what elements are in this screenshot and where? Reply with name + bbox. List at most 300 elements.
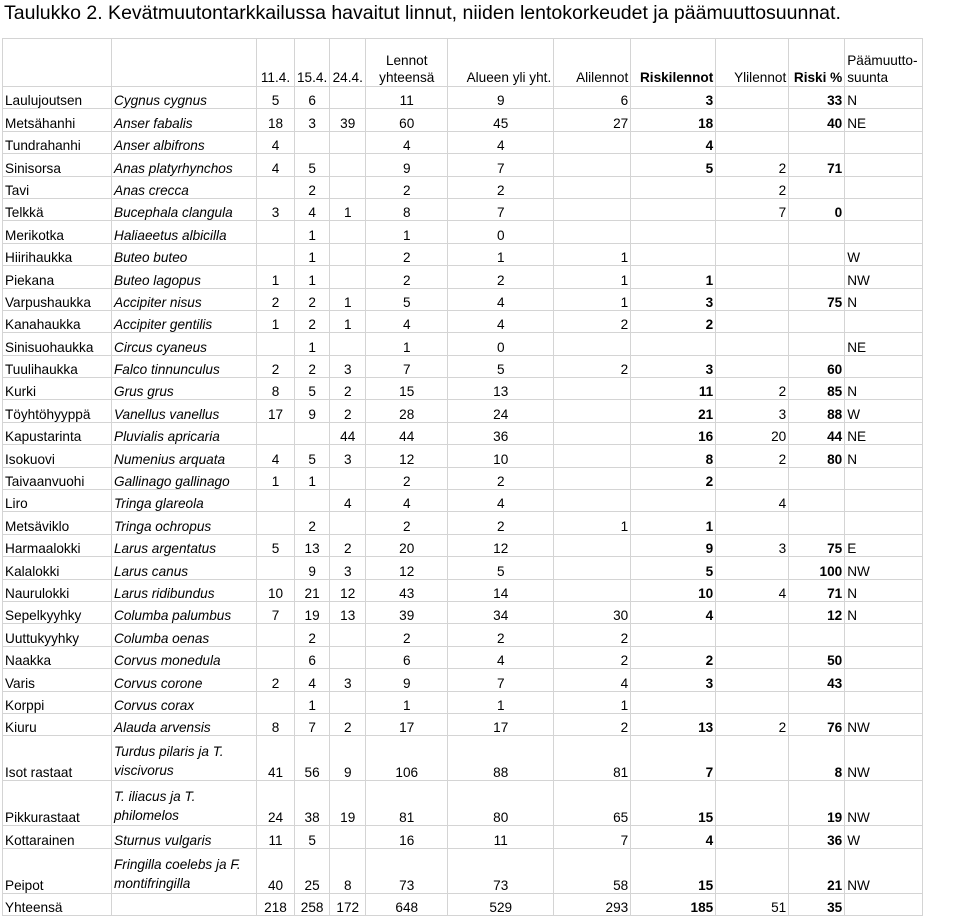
cell-over-area: 17	[448, 713, 554, 735]
cell-common-name: Naurulokki	[3, 579, 112, 601]
cell-low-flights: 65	[554, 781, 631, 826]
cell-flights-total: 16	[366, 826, 448, 848]
cell-flights-total: 4	[366, 310, 448, 332]
cell-low-flights	[554, 131, 631, 153]
cell-date-2: 7	[295, 713, 330, 735]
cell-date-3: 2	[330, 713, 366, 735]
cell-scientific-name: Pluvialis apricaria	[112, 422, 257, 444]
cell-over-area: 24	[448, 400, 554, 422]
cell-date-1: 11	[257, 826, 295, 848]
cell-high-flights	[716, 826, 789, 848]
cell-scientific-name: Cygnus cygnus	[112, 87, 257, 109]
cell-date-3	[330, 176, 366, 198]
cell-flights-total: 9	[366, 669, 448, 691]
cell-risk-percent	[789, 691, 845, 713]
table-row	[3, 490, 923, 512]
cell-risk-percent	[789, 310, 845, 332]
cell-date-1: 4	[257, 131, 295, 153]
cell-date-1: 1	[257, 266, 295, 288]
cell-date-2: 2	[295, 176, 330, 198]
cell-over-area: 14	[448, 579, 554, 601]
cell-risk-flights: 21	[631, 400, 716, 422]
cell-main-direction: N	[845, 378, 923, 400]
table-row	[3, 176, 923, 198]
cell-date-1: 8	[257, 713, 295, 735]
cell-date-2: 258	[295, 893, 330, 915]
cell-risk-flights: 10	[631, 579, 716, 601]
cell-risk-flights: 2	[631, 467, 716, 489]
cell-common-name: Varis	[3, 669, 112, 691]
table-row	[3, 87, 923, 109]
header-high-flights: Ylilennot	[716, 39, 789, 87]
cell-main-direction	[845, 624, 923, 646]
cell-flights-total: 5	[366, 288, 448, 310]
cell-low-flights	[554, 422, 631, 444]
table-row	[3, 445, 923, 467]
cell-common-name: Kottarainen	[3, 826, 112, 848]
cell-date-1: 4	[257, 154, 295, 176]
cell-high-flights: 3	[716, 400, 789, 422]
cell-scientific-name: Turdus pilaris ja T. viscivorus	[112, 736, 257, 781]
cell-date-1: 17	[257, 400, 295, 422]
cell-flights-total: 4	[366, 131, 448, 153]
cell-main-direction: N	[845, 601, 923, 623]
cell-main-direction: NW	[845, 848, 923, 893]
cell-high-flights	[716, 266, 789, 288]
cell-flights-total: 12	[366, 445, 448, 467]
cell-high-flights	[716, 669, 789, 691]
cell-common-name: Sepelkyyhky	[3, 601, 112, 623]
cell-risk-percent: 80	[789, 445, 845, 467]
cell-date-1	[257, 624, 295, 646]
cell-common-name: Metsäviklo	[3, 512, 112, 534]
cell-date-2: 3	[295, 109, 330, 131]
cell-date-2	[295, 490, 330, 512]
cell-low-flights	[554, 176, 631, 198]
cell-date-2: 2	[295, 310, 330, 332]
cell-over-area: 13	[448, 378, 554, 400]
cell-date-2: 9	[295, 557, 330, 579]
cell-flights-total: 1	[366, 221, 448, 243]
cell-low-flights	[554, 490, 631, 512]
header-low-flights: Alilennot	[554, 39, 631, 87]
cell-main-direction: N	[845, 445, 923, 467]
cell-date-1: 218	[257, 893, 295, 915]
cell-common-name: Sinisuohaukka	[3, 333, 112, 355]
cell-risk-flights: 4	[631, 826, 716, 848]
cell-over-area: 4	[448, 310, 554, 332]
cell-main-direction: N	[845, 87, 923, 109]
table-row	[3, 266, 923, 288]
cell-date-2: 1	[295, 266, 330, 288]
cell-low-flights	[554, 221, 631, 243]
cell-risk-percent: 8	[789, 736, 845, 781]
cell-common-name: Korppi	[3, 691, 112, 713]
cell-risk-percent: 88	[789, 400, 845, 422]
cell-date-3	[330, 333, 366, 355]
cell-low-flights: 2	[554, 646, 631, 668]
cell-common-name: Yhteensä	[3, 893, 112, 915]
cell-date-3: 9	[330, 736, 366, 781]
cell-scientific-name: Buteo lagopus	[112, 266, 257, 288]
cell-high-flights: 2	[716, 378, 789, 400]
cell-risk-flights	[631, 624, 716, 646]
cell-flights-total: 12	[366, 557, 448, 579]
cell-date-2	[295, 422, 330, 444]
cell-date-2: 1	[295, 243, 330, 265]
cell-main-direction: W	[845, 826, 923, 848]
cell-flights-total: 20	[366, 534, 448, 556]
cell-low-flights: 1	[554, 512, 631, 534]
cell-date-1	[257, 221, 295, 243]
cell-scientific-name: Tringa ochropus	[112, 512, 257, 534]
cell-date-3: 2	[330, 400, 366, 422]
cell-risk-flights: 4	[631, 601, 716, 623]
cell-scientific-name: Tringa glareola	[112, 490, 257, 512]
cell-high-flights	[716, 467, 789, 489]
table-row	[3, 826, 923, 848]
cell-risk-flights: 7	[631, 736, 716, 781]
cell-high-flights	[716, 310, 789, 332]
cell-flights-total: 1	[366, 333, 448, 355]
cell-date-1: 5	[257, 534, 295, 556]
table-row	[3, 601, 923, 623]
table-row	[3, 333, 923, 355]
cell-risk-percent: 40	[789, 109, 845, 131]
cell-risk-flights: 185	[631, 893, 716, 915]
cell-date-1	[257, 691, 295, 713]
cell-main-direction	[845, 131, 923, 153]
cell-flights-total: 2	[366, 624, 448, 646]
cell-date-1: 1	[257, 467, 295, 489]
cell-risk-flights: 3	[631, 669, 716, 691]
cell-low-flights: 1	[554, 288, 631, 310]
cell-main-direction: NW	[845, 557, 923, 579]
cell-date-1	[257, 176, 295, 198]
cell-low-flights: 1	[554, 243, 631, 265]
cell-date-1: 41	[257, 736, 295, 781]
cell-risk-flights: 5	[631, 154, 716, 176]
cell-date-1: 2	[257, 669, 295, 691]
cell-risk-flights: 13	[631, 713, 716, 735]
cell-common-name: Taivaanvuohi	[3, 467, 112, 489]
cell-risk-percent: 33	[789, 87, 845, 109]
cell-common-name: Pikkurastaat	[3, 781, 112, 826]
cell-flights-total: 17	[366, 713, 448, 735]
cell-date-2: 6	[295, 87, 330, 109]
table-row	[3, 131, 923, 153]
cell-risk-percent: 85	[789, 378, 845, 400]
table-row	[3, 557, 923, 579]
cell-date-2: 2	[295, 512, 330, 534]
cell-date-1: 2	[257, 355, 295, 377]
table-row	[3, 422, 923, 444]
cell-over-area: 7	[448, 669, 554, 691]
cell-flights-total: 44	[366, 422, 448, 444]
cell-risk-flights	[631, 221, 716, 243]
cell-over-area: 2	[448, 176, 554, 198]
cell-common-name: Laulujoutsen	[3, 87, 112, 109]
cell-risk-flights: 15	[631, 781, 716, 826]
cell-over-area: 4	[448, 490, 554, 512]
header-over-area: Alueen yli yht.	[448, 39, 554, 87]
cell-risk-percent	[789, 221, 845, 243]
cell-high-flights	[716, 848, 789, 893]
cell-risk-flights: 3	[631, 288, 716, 310]
table-row	[3, 310, 923, 332]
cell-scientific-name: Anas crecca	[112, 176, 257, 198]
cell-date-2: 2	[295, 288, 330, 310]
cell-date-3: 1	[330, 310, 366, 332]
cell-flights-total: 15	[366, 378, 448, 400]
cell-risk-flights: 1	[631, 266, 716, 288]
total-row	[3, 893, 923, 915]
cell-date-3: 1	[330, 288, 366, 310]
cell-high-flights	[716, 691, 789, 713]
cell-flights-total: 81	[366, 781, 448, 826]
cell-low-flights: 58	[554, 848, 631, 893]
cell-high-flights: 7	[716, 198, 789, 220]
cell-risk-percent	[789, 176, 845, 198]
cell-date-3	[330, 512, 366, 534]
cell-date-3: 3	[330, 355, 366, 377]
cell-over-area: 73	[448, 848, 554, 893]
cell-main-direction	[845, 691, 923, 713]
cell-date-3	[330, 691, 366, 713]
cell-main-direction	[845, 893, 923, 915]
cell-risk-percent: 71	[789, 579, 845, 601]
cell-high-flights	[716, 355, 789, 377]
cell-low-flights: 4	[554, 669, 631, 691]
cell-low-flights: 6	[554, 87, 631, 109]
cell-main-direction	[845, 467, 923, 489]
cell-date-3: 8	[330, 848, 366, 893]
cell-flights-total: 2	[366, 176, 448, 198]
cell-date-3	[330, 646, 366, 668]
cell-common-name: Kapustarinta	[3, 422, 112, 444]
cell-high-flights	[716, 288, 789, 310]
cell-date-1: 3	[257, 198, 295, 220]
cell-date-1	[257, 557, 295, 579]
cell-flights-total: 1	[366, 691, 448, 713]
cell-over-area: 1	[448, 243, 554, 265]
cell-date-2: 38	[295, 781, 330, 826]
cell-scientific-name: Bucephala clangula	[112, 198, 257, 220]
cell-scientific-name: Accipiter gentilis	[112, 310, 257, 332]
cell-date-3	[330, 87, 366, 109]
cell-main-direction: E	[845, 534, 923, 556]
cell-flights-total: 43	[366, 579, 448, 601]
cell-date-3: 44	[330, 422, 366, 444]
cell-risk-percent: 100	[789, 557, 845, 579]
cell-date-1	[257, 512, 295, 534]
cell-common-name: Varpushaukka	[3, 288, 112, 310]
cell-high-flights: 3	[716, 534, 789, 556]
cell-high-flights	[716, 221, 789, 243]
table-row	[3, 848, 923, 893]
cell-date-2: 5	[295, 826, 330, 848]
cell-high-flights	[716, 87, 789, 109]
cell-main-direction	[845, 154, 923, 176]
cell-high-flights: 2	[716, 713, 789, 735]
cell-over-area: 0	[448, 333, 554, 355]
cell-risk-flights: 9	[631, 534, 716, 556]
cell-over-area: 9	[448, 87, 554, 109]
cell-date-1: 8	[257, 378, 295, 400]
table-row	[3, 221, 923, 243]
cell-risk-flights: 3	[631, 355, 716, 377]
cell-scientific-name: Sturnus vulgaris	[112, 826, 257, 848]
cell-date-3: 39	[330, 109, 366, 131]
header-date-1: 11.4.	[257, 39, 295, 87]
cell-date-1	[257, 243, 295, 265]
cell-date-2: 4	[295, 198, 330, 220]
table-row	[3, 355, 923, 377]
cell-date-1: 5	[257, 87, 295, 109]
cell-common-name: Piekana	[3, 266, 112, 288]
cell-scientific-name: Accipiter nisus	[112, 288, 257, 310]
cell-flights-total: 648	[366, 893, 448, 915]
cell-over-area: 34	[448, 601, 554, 623]
cell-high-flights: 20	[716, 422, 789, 444]
cell-low-flights: 81	[554, 736, 631, 781]
header-row	[3, 39, 923, 87]
cell-date-3: 13	[330, 601, 366, 623]
header-date-2: 15.4.	[295, 39, 330, 87]
cell-high-flights	[716, 333, 789, 355]
table-row	[3, 378, 923, 400]
cell-date-1: 40	[257, 848, 295, 893]
table-row	[3, 198, 923, 220]
cell-scientific-name: Fringilla coelebs ja F. montifringilla	[112, 848, 257, 893]
cell-common-name: Peipot	[3, 848, 112, 893]
cell-risk-flights	[631, 333, 716, 355]
cell-risk-percent: 43	[789, 669, 845, 691]
cell-common-name: Isot rastaat	[3, 736, 112, 781]
cell-main-direction	[845, 669, 923, 691]
cell-flights-total: 2	[366, 512, 448, 534]
cell-high-flights	[716, 624, 789, 646]
cell-flights-total: 8	[366, 198, 448, 220]
header-date-3: 24.4.	[330, 39, 366, 87]
cell-scientific-name: Anas platyrhynchos	[112, 154, 257, 176]
cell-scientific-name: Grus grus	[112, 378, 257, 400]
cell-low-flights	[554, 154, 631, 176]
table-row	[3, 579, 923, 601]
cell-low-flights	[554, 534, 631, 556]
cell-risk-percent	[789, 243, 845, 265]
cell-high-flights	[716, 512, 789, 534]
cell-low-flights: 2	[554, 310, 631, 332]
cell-main-direction: NW	[845, 713, 923, 735]
cell-date-2: 19	[295, 601, 330, 623]
cell-risk-flights: 2	[631, 646, 716, 668]
cell-date-1: 1	[257, 310, 295, 332]
cell-low-flights	[554, 445, 631, 467]
cell-flights-total: 2	[366, 243, 448, 265]
cell-date-2: 1	[295, 221, 330, 243]
cell-date-1	[257, 422, 295, 444]
cell-main-direction	[845, 490, 923, 512]
cell-over-area: 10	[448, 445, 554, 467]
cell-high-flights	[716, 557, 789, 579]
cell-risk-percent: 21	[789, 848, 845, 893]
cell-date-1	[257, 490, 295, 512]
cell-date-2: 13	[295, 534, 330, 556]
cell-high-flights	[716, 646, 789, 668]
table-row	[3, 691, 923, 713]
cell-date-2: 5	[295, 154, 330, 176]
cell-over-area: 4	[448, 288, 554, 310]
cell-date-2: 2	[295, 355, 330, 377]
cell-risk-flights	[631, 198, 716, 220]
header-risk-percent: Riski %	[789, 39, 845, 87]
cell-flights-total: 39	[366, 601, 448, 623]
cell-high-flights	[716, 601, 789, 623]
table-row	[3, 512, 923, 534]
cell-risk-percent	[789, 467, 845, 489]
cell-date-3	[330, 266, 366, 288]
cell-scientific-name: Corvus corax	[112, 691, 257, 713]
table-row	[3, 781, 923, 826]
cell-over-area: 2	[448, 266, 554, 288]
cell-flights-total: 6	[366, 646, 448, 668]
cell-date-2: 21	[295, 579, 330, 601]
cell-low-flights	[554, 378, 631, 400]
cell-main-direction	[845, 646, 923, 668]
cell-scientific-name: Vanellus vanellus	[112, 400, 257, 422]
cell-common-name: Hiirihaukka	[3, 243, 112, 265]
bird-table	[2, 38, 923, 916]
cell-date-1: 10	[257, 579, 295, 601]
cell-scientific-name: Anser fabalis	[112, 109, 257, 131]
cell-risk-flights	[631, 691, 716, 713]
cell-common-name: Naakka	[3, 646, 112, 668]
cell-risk-percent: 0	[789, 198, 845, 220]
cell-date-3	[330, 467, 366, 489]
cell-risk-flights: 3	[631, 87, 716, 109]
cell-date-3: 2	[330, 378, 366, 400]
cell-common-name: Kalalokki	[3, 557, 112, 579]
cell-date-3: 172	[330, 893, 366, 915]
cell-high-flights: 2	[716, 154, 789, 176]
cell-over-area: 529	[448, 893, 554, 915]
cell-risk-flights	[631, 176, 716, 198]
cell-low-flights	[554, 333, 631, 355]
cell-risk-percent	[789, 512, 845, 534]
cell-date-1: 18	[257, 109, 295, 131]
cell-flights-total: 9	[366, 154, 448, 176]
cell-date-3	[330, 221, 366, 243]
cell-main-direction: NE	[845, 109, 923, 131]
cell-scientific-name: Larus argentatus	[112, 534, 257, 556]
cell-date-2: 6	[295, 646, 330, 668]
cell-date-2: 9	[295, 400, 330, 422]
cell-common-name: Tuulihaukka	[3, 355, 112, 377]
cell-main-direction	[845, 198, 923, 220]
cell-over-area: 5	[448, 355, 554, 377]
cell-low-flights: 2	[554, 713, 631, 735]
cell-over-area: 12	[448, 534, 554, 556]
table-row	[3, 109, 923, 131]
cell-risk-percent: 50	[789, 646, 845, 668]
cell-risk-flights: 1	[631, 512, 716, 534]
cell-risk-flights: 4	[631, 131, 716, 153]
cell-high-flights: 2	[716, 445, 789, 467]
cell-risk-percent: 76	[789, 713, 845, 735]
cell-date-2: 1	[295, 333, 330, 355]
cell-main-direction: NE	[845, 333, 923, 355]
